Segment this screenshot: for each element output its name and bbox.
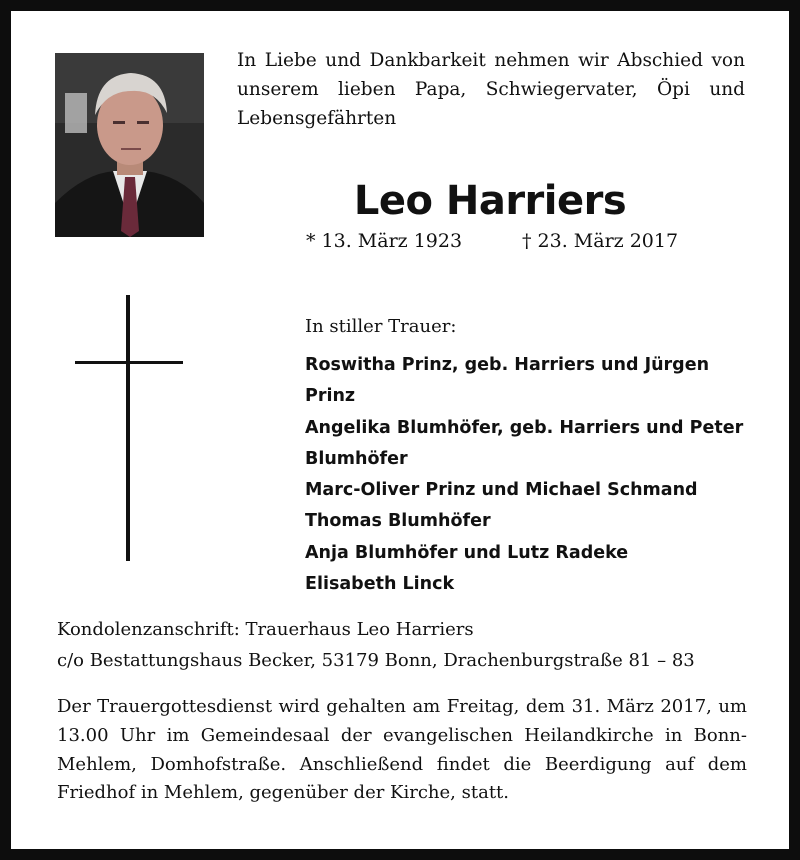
cross-icon-bar — [75, 361, 183, 364]
mourner-entry: Thomas Blumhöfer — [305, 511, 491, 532]
portrait-photo — [55, 53, 204, 237]
condolence-line-1: Kondolenzanschrift: Trauerhaus Leo Harriers — [57, 619, 474, 640]
mourning-label: In stiller Trauer: — [305, 316, 457, 337]
mourner-entry: Roswitha Prinz, geb. Harriers und Jürgen Prinz — [305, 355, 710, 407]
condolence-line-2: c/o Bestattungshaus Becker, 53179 Bonn, Drachenburgstraße 81 – 83 — [57, 650, 695, 671]
mourner-entry: Anja Blumhöfer und Lutz Radeke — [305, 542, 629, 563]
funeral-service-text: Der Trauergottesdienst wird gehalten am Freitag, dem 31. März 2017, um 13.00 Uhr im Gemeindesaal der evangelischen Heilandkirche in Bonn-Mehlem, Domhofstraße. Anschließend findet die Beerdigung auf dem Friedhof in Mehlem, gegenüber der Kirche, statt. — [57, 696, 747, 804]
mourners-list — [305, 350, 755, 600]
intro-text: In Liebe und Dankbarkeit nehmen wir Abschied von unserem lieben Papa, Schwiegervater, Öpi und Lebensgefährten — [237, 50, 745, 129]
condolence-address — [57, 614, 695, 676]
mourner-entry: Marc-Oliver Prinz und Michael Schmand — [305, 480, 698, 501]
mourner-entry: Elisabeth Linck — [305, 574, 455, 595]
deceased-name: Leo Harriers — [353, 178, 627, 224]
birth-date: * 13. März 1923 — [306, 230, 463, 252]
death-date: † 23. März 2017 — [522, 230, 679, 252]
cross-icon — [126, 295, 130, 561]
mourner-entry: Angelika Blumhöfer, geb. Harriers und Peter Blumhöfer — [305, 417, 744, 469]
